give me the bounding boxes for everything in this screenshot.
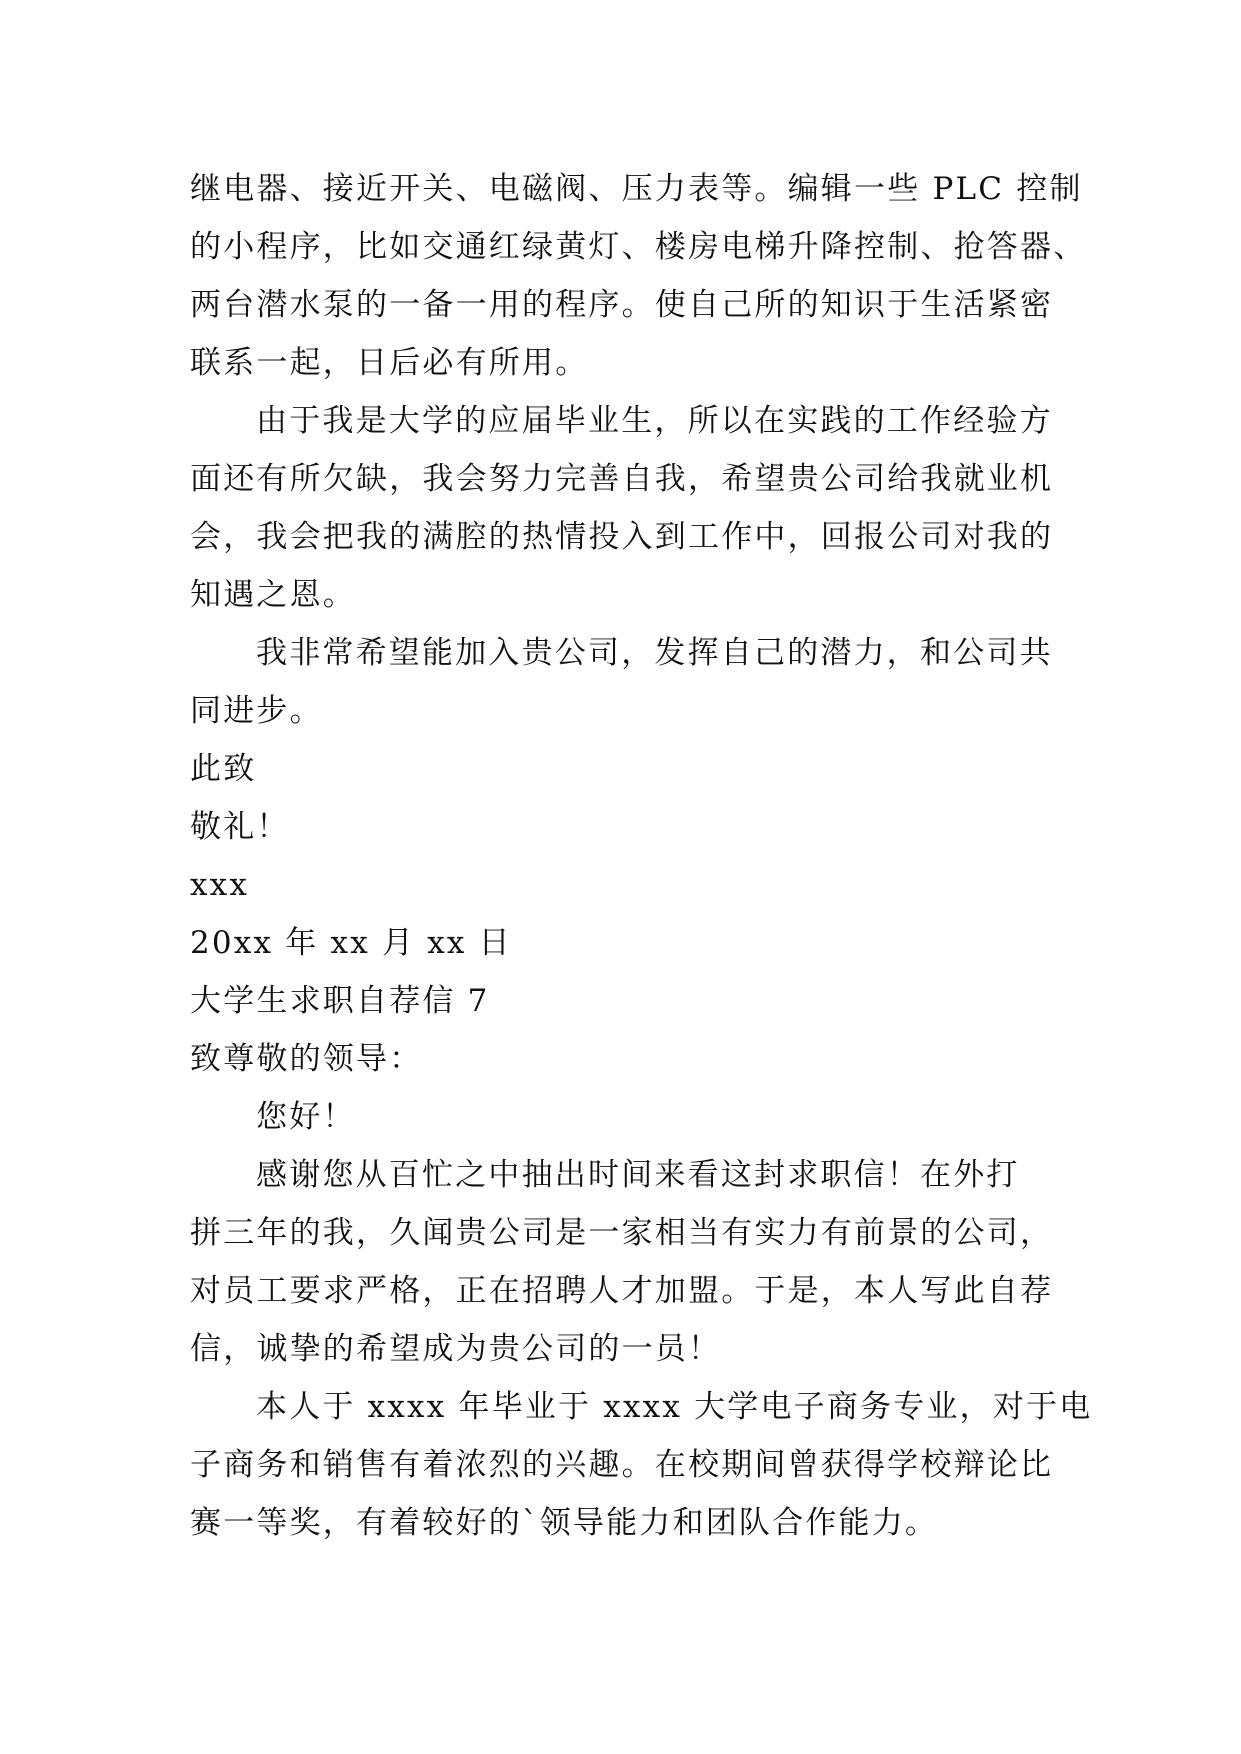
closing-salute: 敬礼！ (190, 809, 290, 845)
signature-date: 20xx 年 xx 月 xx 日 (190, 925, 512, 961)
text-line: 拼三年的我，久闻贵公司是一家相当有实力有前景的公司， (190, 1215, 1054, 1251)
text-line: 知遇之恩。 (190, 577, 356, 613)
greeting: 您好！ (256, 1099, 356, 1135)
text-line: 面还有所欠缺，我会努力完善自我，希望贵公司给我就业机 (190, 461, 1054, 497)
text-line: 的小程序，比如交通红绿黄灯、楼房电梯升降控制、抢答器、 (190, 229, 1087, 265)
text-line: 对员工要求严格，正在招聘人才加盟。于是，本人写此自荐 (190, 1273, 1054, 1309)
document-body (190, 160, 1093, 1552)
text-line: 联系一起，日后必有所用。 (190, 345, 589, 381)
salutation: 致尊敬的领导： (190, 1041, 423, 1077)
section-heading: 大学生求职自荐信 7 (190, 983, 490, 1019)
text-line: 会，我会把我的满腔的热情投入到工作中，回报公司对我的 (190, 519, 1054, 555)
text-line: 两台潜水泵的一备一用的程序。使自己所的知识于生活紧密 (190, 287, 1054, 323)
text-line: 同进步。 (190, 693, 323, 729)
text-line: 子商务和销售有着浓烈的兴趣。在校期间曾获得学校辩论比 (190, 1447, 1054, 1483)
text-line: 感谢您从百忙之中抽出时间来看这封求职信！在外打 (256, 1157, 1020, 1193)
text-line: 本人于 xxxx 年毕业于 xxxx 大学电子商务专业，对于电 (256, 1389, 1093, 1425)
text-line: 由于我是大学的应届毕业生，所以在实践的工作经验方 (256, 403, 1053, 439)
closing-line: 此致 (190, 751, 257, 787)
text-line: 赛一等奖，有着较好的`领导能力和团队合作能力。 (190, 1505, 939, 1541)
text-line: 信，诚挚的希望成为贵公司的一员！ (190, 1331, 722, 1367)
signature-name: xxx (190, 867, 250, 903)
text-line: 继电器、接近开关、电磁阀、压力表等。编辑一些 PLC 控制 (190, 171, 1083, 207)
text-line: 我非常希望能加入贵公司，发挥自己的潜力，和公司共 (256, 635, 1053, 671)
